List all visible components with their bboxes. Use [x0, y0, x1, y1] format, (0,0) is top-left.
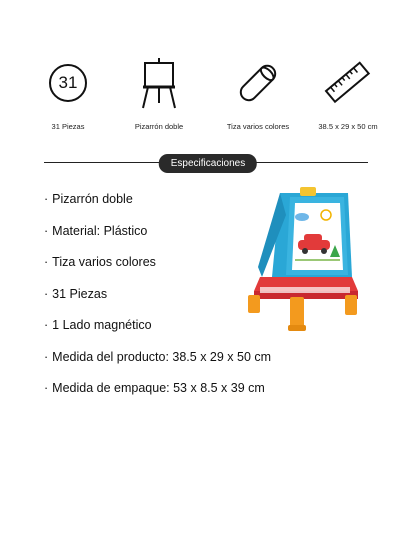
pieces-count-value: 31	[58, 73, 78, 92]
chalk-icon	[234, 60, 282, 106]
spec-item: · 1 Lado magnético	[44, 318, 152, 332]
specs-list	[44, 192, 271, 413]
easel-icon	[139, 57, 179, 109]
spec-item: · 31 Piezas	[44, 286, 108, 301]
feature-pieces	[20, 58, 116, 131]
product-image	[240, 185, 365, 340]
feature-chalk-label: Tiza varios colores	[226, 122, 290, 131]
spec-item: · Material: Plástico	[44, 223, 148, 238]
feature-chalk	[210, 58, 306, 131]
pieces-count-icon	[49, 64, 87, 102]
feature-pieces-label: 31 Piezas	[51, 122, 85, 131]
feature-size	[300, 58, 396, 131]
spec-item: · Medida de empaque: 53 x 8.5 x 39 cm	[44, 381, 265, 395]
feature-easel-label: Pizarrón doble	[134, 122, 184, 131]
spec-item: · Medida del producto: 38.5 x 29 x 50 cm	[44, 349, 272, 364]
feature-size-label: 38.5 x 29 x 50 cm	[318, 122, 378, 131]
ruler-icon	[324, 60, 372, 106]
specs-section-title: Especificaciones	[159, 154, 257, 173]
feature-easel	[111, 58, 207, 131]
spec-item: · Tiza varios colores	[44, 255, 156, 269]
spec-item: · Pizarrón doble	[44, 192, 133, 206]
features-row	[0, 58, 416, 138]
